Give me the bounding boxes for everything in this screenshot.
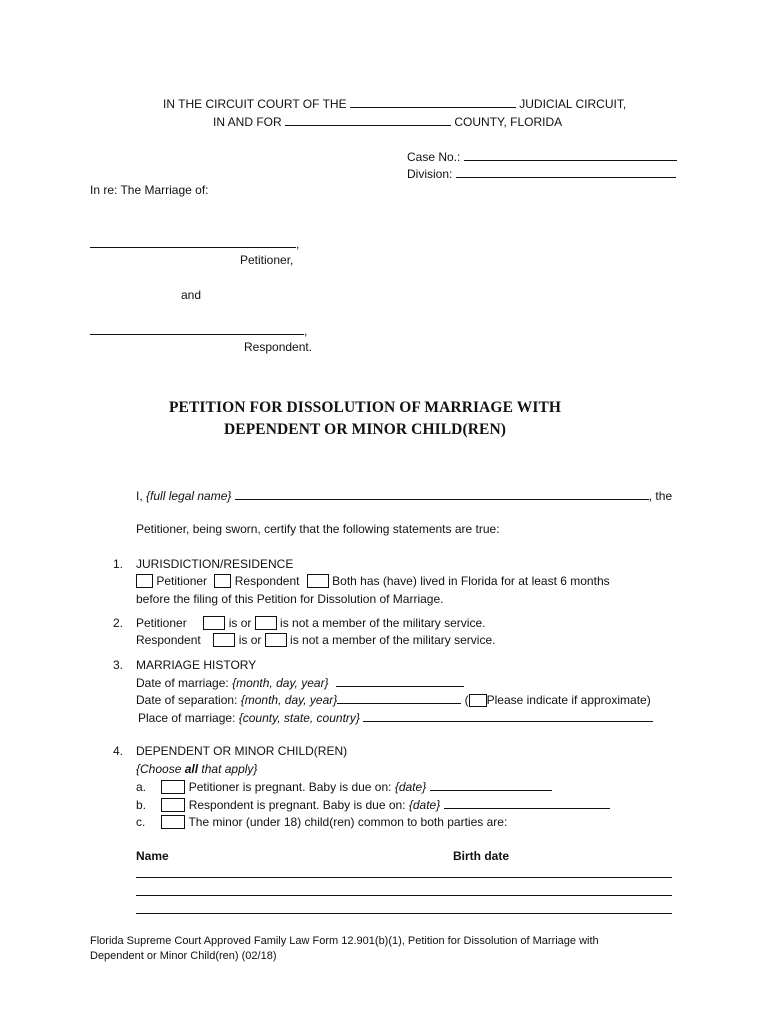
respondent-due-date-field[interactable] bbox=[444, 797, 610, 809]
military-petitioner-row: Petitioner is or is not a member of the military service. bbox=[136, 616, 486, 630]
case-number-field[interactable] bbox=[464, 149, 677, 161]
petitioner-military-is-checkbox[interactable] bbox=[203, 616, 225, 630]
date-of-marriage-field[interactable] bbox=[336, 675, 464, 687]
form-footer: Florida Supreme Court Approved Family Law Form 12.901(b)(1), Petition for Dissolution of Marriage with Dependent or Minor Child(ren) (02/18) bbox=[90, 935, 599, 962]
date-of-marriage-row: Date of marriage: {month, day, year} bbox=[136, 675, 464, 690]
section2-number: 2. bbox=[113, 616, 124, 630]
common-children-checkbox[interactable] bbox=[161, 815, 185, 829]
document-title-line2: DEPENDENT OR MINOR CHILD(REN) bbox=[223, 421, 507, 438]
petitioner-due-date-field[interactable] bbox=[430, 779, 552, 791]
section4-heading: DEPENDENT OR MINOR CHILD(REN) bbox=[136, 744, 348, 758]
residence-line2: before the filing of this Petition for Dissolution of Marriage. bbox=[136, 592, 444, 606]
section1-heading: JURISDICTION/RESIDENCE bbox=[136, 557, 294, 571]
column-name-header: Name bbox=[136, 849, 169, 863]
respondent-military-not-checkbox[interactable] bbox=[265, 633, 287, 647]
and-label: and bbox=[181, 288, 202, 302]
section4-number: 4. bbox=[113, 744, 124, 758]
respondent-pregnant-checkbox[interactable] bbox=[161, 798, 185, 812]
petitioner-pregnant-checkbox[interactable] bbox=[161, 780, 185, 794]
court-header-line1: IN THE CIRCUIT COURT OF THE JUDICIAL CIRCUIT, bbox=[163, 97, 627, 111]
respondent-label: Respondent. bbox=[244, 340, 313, 354]
circuit-blank[interactable] bbox=[350, 96, 516, 108]
petitioner-label: Petitioner, bbox=[240, 253, 294, 267]
division-row: Division: bbox=[407, 166, 676, 181]
division-field[interactable] bbox=[456, 166, 676, 178]
respondent-residence-checkbox[interactable] bbox=[214, 574, 231, 588]
petitioner-residence-checkbox[interactable] bbox=[136, 574, 153, 588]
full-name-row: I, {full legal name} , the bbox=[136, 489, 673, 503]
in-re-label: In re: The Marriage of: bbox=[90, 183, 209, 197]
full-name-field[interactable] bbox=[235, 488, 649, 500]
column-birth-date-header: Birth date bbox=[453, 849, 510, 863]
pregnancy-petitioner-row: a. Petitioner is pregnant. Baby is due on: {date} bbox=[136, 779, 552, 794]
military-respondent-row: Respondent is or is not a member of the military service. bbox=[136, 633, 496, 647]
common-children-row: c. The minor (under 18) child(ren) common to both parties are: bbox=[136, 815, 508, 829]
document-title-line1: PETITION FOR DISSOLUTION OF MARRIAGE WITH bbox=[168, 399, 562, 416]
residence-options: Petitioner Respondent Both has (have) lived in Florida for at least 6 months bbox=[136, 574, 610, 588]
section1-number: 1. bbox=[113, 557, 124, 571]
county-blank[interactable] bbox=[285, 114, 451, 126]
choose-all-instruction: {Choose all that apply} bbox=[136, 762, 258, 776]
petitioner-name-field[interactable] bbox=[90, 236, 296, 248]
section3-heading: MARRIAGE HISTORY bbox=[136, 658, 257, 672]
date-of-separation-field[interactable] bbox=[337, 692, 461, 704]
petitioner-name-row: , bbox=[90, 236, 299, 251]
date-of-separation-row: Date of separation: {month, day, year} ( Please indicate if approximate) bbox=[136, 693, 651, 707]
respondent-military-is-checkbox[interactable] bbox=[213, 633, 235, 647]
approximate-checkbox[interactable] bbox=[469, 694, 487, 707]
pregnancy-respondent-row: b. Respondent is pregnant. Baby is due on: {date} bbox=[136, 797, 610, 812]
case-number-row: Case No.: bbox=[407, 149, 677, 164]
both-residence-checkbox[interactable] bbox=[307, 574, 329, 588]
court-header-line2: IN AND FOR COUNTY, FLORIDA bbox=[213, 115, 563, 129]
respondent-name-row: , bbox=[90, 323, 307, 338]
petitioner-military-not-checkbox[interactable] bbox=[255, 616, 277, 630]
place-of-marriage-row: Place of marriage: {county, state, country} bbox=[138, 710, 653, 725]
child-entry-line[interactable] bbox=[136, 895, 672, 896]
child-entry-line[interactable] bbox=[136, 877, 672, 878]
sworn-statement: Petitioner, being sworn, certify that the following statements are true: bbox=[136, 522, 500, 536]
respondent-name-field[interactable] bbox=[90, 323, 304, 335]
place-of-marriage-field[interactable] bbox=[363, 710, 653, 722]
section3-number: 3. bbox=[113, 658, 124, 672]
child-entry-line[interactable] bbox=[136, 913, 672, 914]
